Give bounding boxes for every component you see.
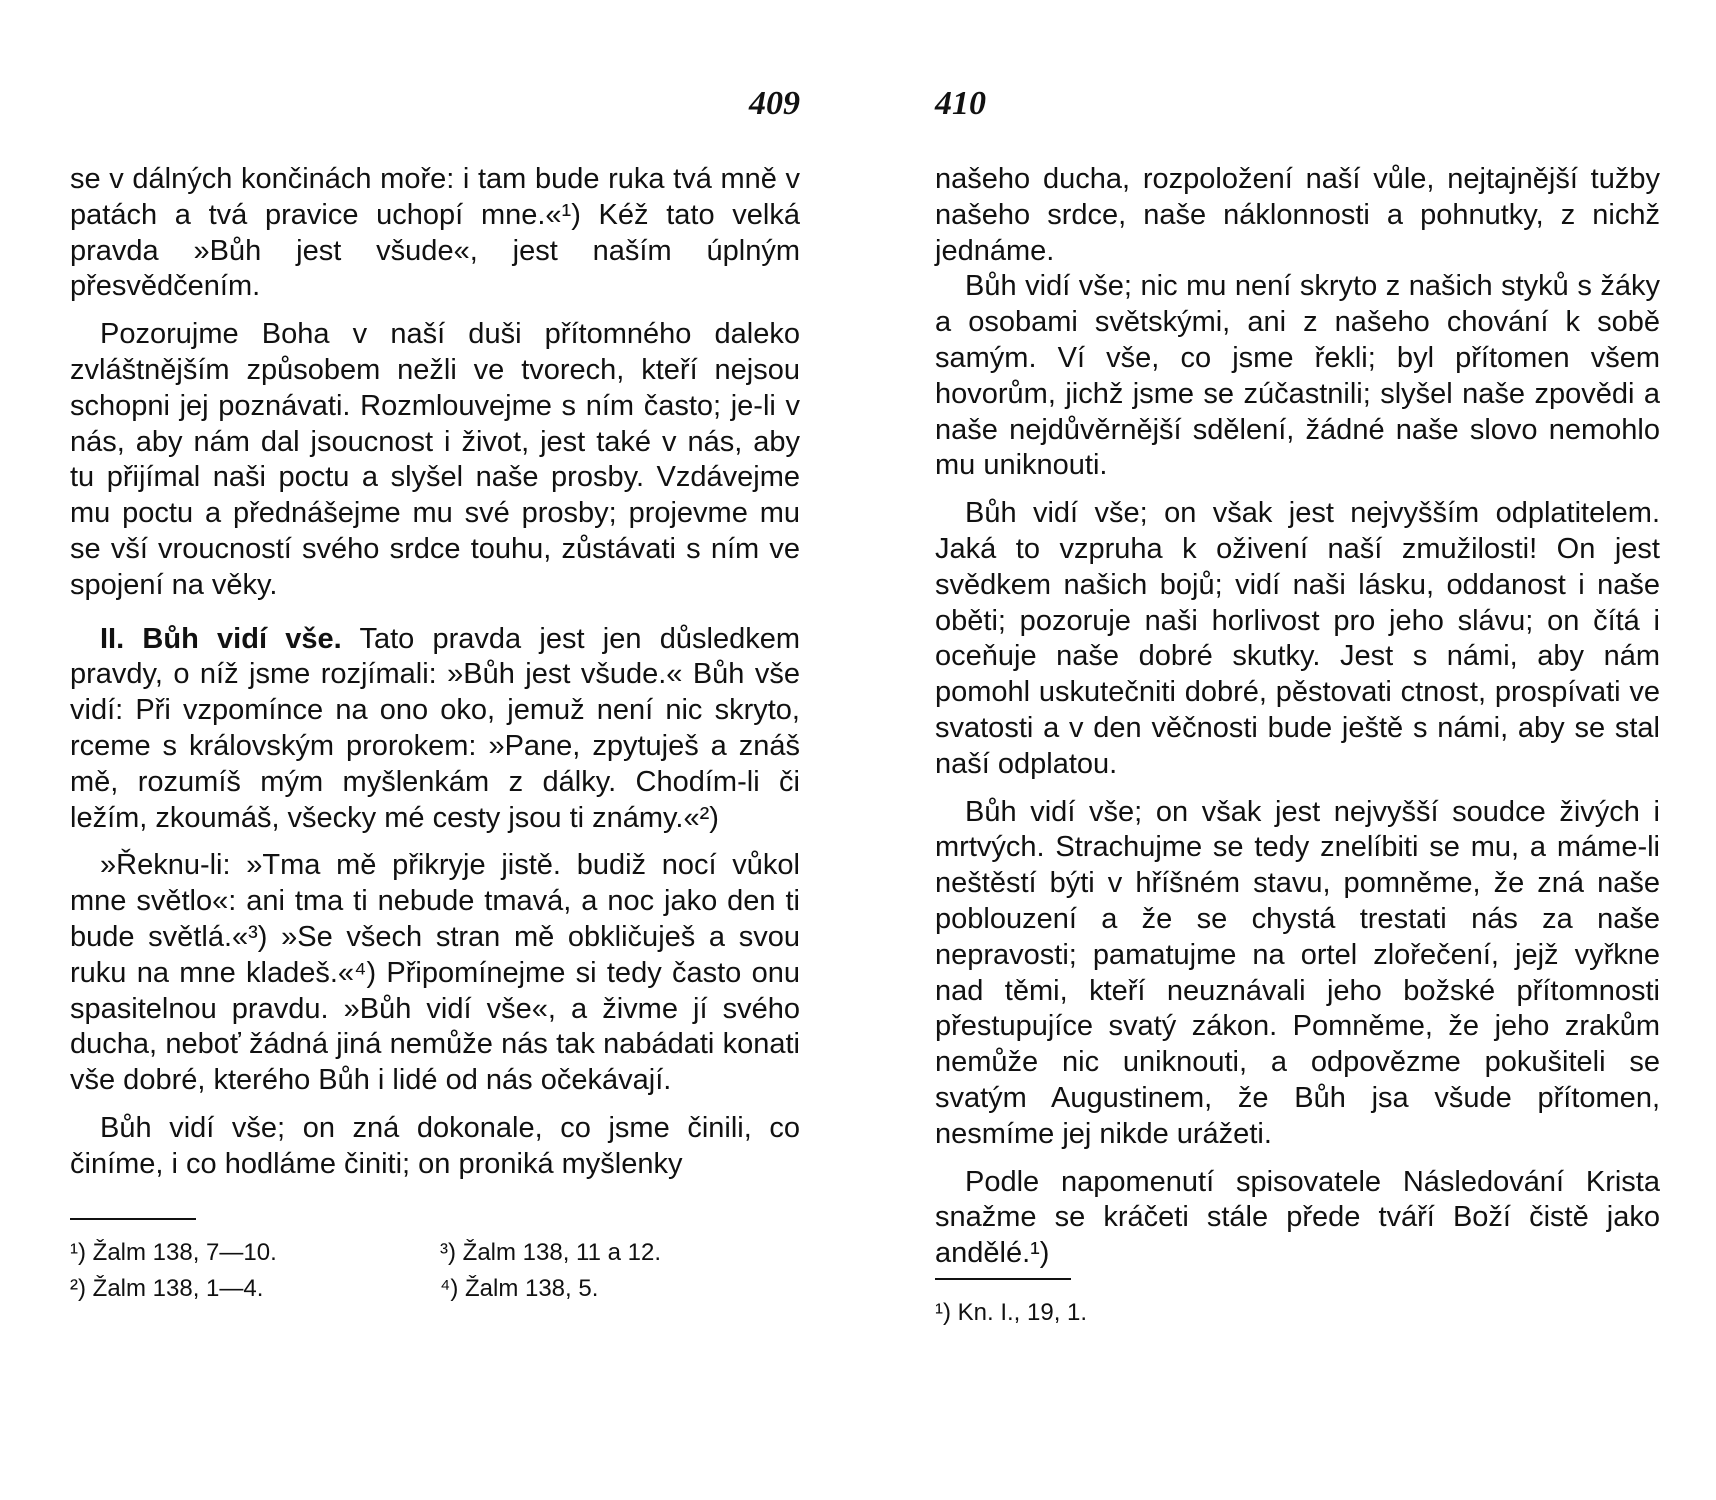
page-text	[70, 162, 800, 1183]
paragraph	[70, 622, 800, 837]
footnote-rule	[935, 1278, 1071, 1280]
paragraph: Bůh vidí vše; on však jest nejvyšší soudce živých i mrtvých. Strachujme se tedy znelíbiti se mu, a máme-li neštěstí býti v hříšném stavu, pomněme, že zná naše poblouzení a že se chystá trestati nás za naše nepravosti; pamatujme na ortel zlořečení, jejž vyřkne nad těmi, kteří neuznávali jeho božské přítomnosti přestupujíce svatý zákon. Pomněme, že jeho zrakům nemůže nic uniknouti, a odpovězme pokušiteli se svatým Augustinem, že Bůh jsa všude přítomen, nesmíme jej nikde urážeti.	[935, 795, 1660, 1150]
paragraph: Bůh vidí vše; on zná dokonale, co jsme činili, co činíme, i co hodláme činiti; on proniká myšlenky	[70, 1111, 800, 1180]
section-heading: II. Bůh vidí vše.	[100, 622, 342, 655]
paragraph: »Řeknu-li: »Tma mě přikryje jistě. budiž nocí vůkol mne světlo«: ani tma ti nebude tmavá, a noc jako den ti bude světlá.«³) »Se všech stran mě obkličuješ a svou ruku na mne kladeš.«⁴) Připomínejme si tedy často onu spasitelnou pravdu. »Bůh vidí vše«, a živme jí svého ducha, neboť žádná jiná nemůže nás tak nabádati konati vše dobré, kterého Bůh i lidé od nás očekávají.	[70, 849, 800, 1097]
footnote: ³) Žalm 138, 11 a 12.	[440, 1239, 661, 1266]
paragraph: našeho ducha, rozpoložení naší vůle, nejtajnější tužby našeho srdce, naše náklonnosti a pohnutky, z nichž jednáme.	[935, 163, 1660, 267]
page-number: 410	[935, 85, 986, 122]
page-text	[935, 162, 1660, 1272]
footnote: ¹) Žalm 138, 7—10.	[70, 1239, 277, 1266]
footnote: ¹) Kn. I., 19, 1.	[935, 1299, 1088, 1326]
page-number: 409	[749, 85, 800, 122]
footnote: ²) Žalm 138, 1—4.	[70, 1275, 264, 1302]
paragraph: Bůh vidí vše; on však jest nejvyšším odplatitelem. Jaká to vzpruha k oživení naší zmužilosti! On jest svědkem našich bojů; vidí naši lásku, oddanost i naše oběti; pozoruje naši horlivost pro jeho slávu; on čítá i oceňuje naše dobré skutky. Jest s námi, aby nám pomohl uskutečniti dobré, pěstovati ctnost, prospívati ve svatosti a v den věčnosti bude ještě s námi, aby se stal naší odplatou.	[935, 497, 1660, 780]
paragraph: se v dálných končinách moře: i tam bude ruka tvá mně v patách a tvá pravice uchopí mne.«¹) Kéž tato velká pravda »Bůh jest všude«, jest naším úplným přesvědčením.	[70, 163, 800, 303]
footnote-rule	[70, 1218, 196, 1220]
paragraph-body: Tato pravda jest jen důsledkem pravdy, o níž jsme rozjímali: »Bůh jest všude.« Bůh vše vidí: Při vzpomínce na ono oko, jemuž není nic skryto, rceme s královským prorokem: »Pane, zpytuješ a znáš mě, rozumíš mým myšlenkám z dálky. Chodím-li či ležím, zkoumáš, všecky mé cesty jsou ti známy.«²)	[70, 622, 800, 834]
footnote: ⁴) Žalm 138, 5.	[440, 1275, 599, 1302]
paragraph: Bůh vidí vše; nic mu není skryto z našich styků s žáky a osobami světskými, ani z našeho chování k sobě samým. Ví vše, co jsme řekli; byl přítomen všem hovorům, jichž jsme se zúčastnili; slyšel naše zpovědi a naše nejdůvěrnější sdělení, žádné naše slovo nemohlo mu uniknouti.	[935, 270, 1660, 482]
paragraph: Podle napomenutí spisovatele Následování Krista snažme se kráčeti stále přede tváří Boží čistě jako andělé.¹)	[935, 1165, 1660, 1270]
paragraph: Pozorujme Boha v naší duši přítomného daleko zvláštnějším způsobem nežli ve tvorech, kteří nejsou schopni jej poznávati. Rozmlouvejme s ním často; je-li v nás, aby nám dal jsoucnost i život, jest také v nás, aby tu přijímal naši poctu a slyšel naše prosby. Vzdávejme mu poctu a přednášejme mu své prosby; projevme mu se vší vroucností svého srdce touhu, zůstávati s ním ve spojení na věky.	[70, 318, 800, 601]
